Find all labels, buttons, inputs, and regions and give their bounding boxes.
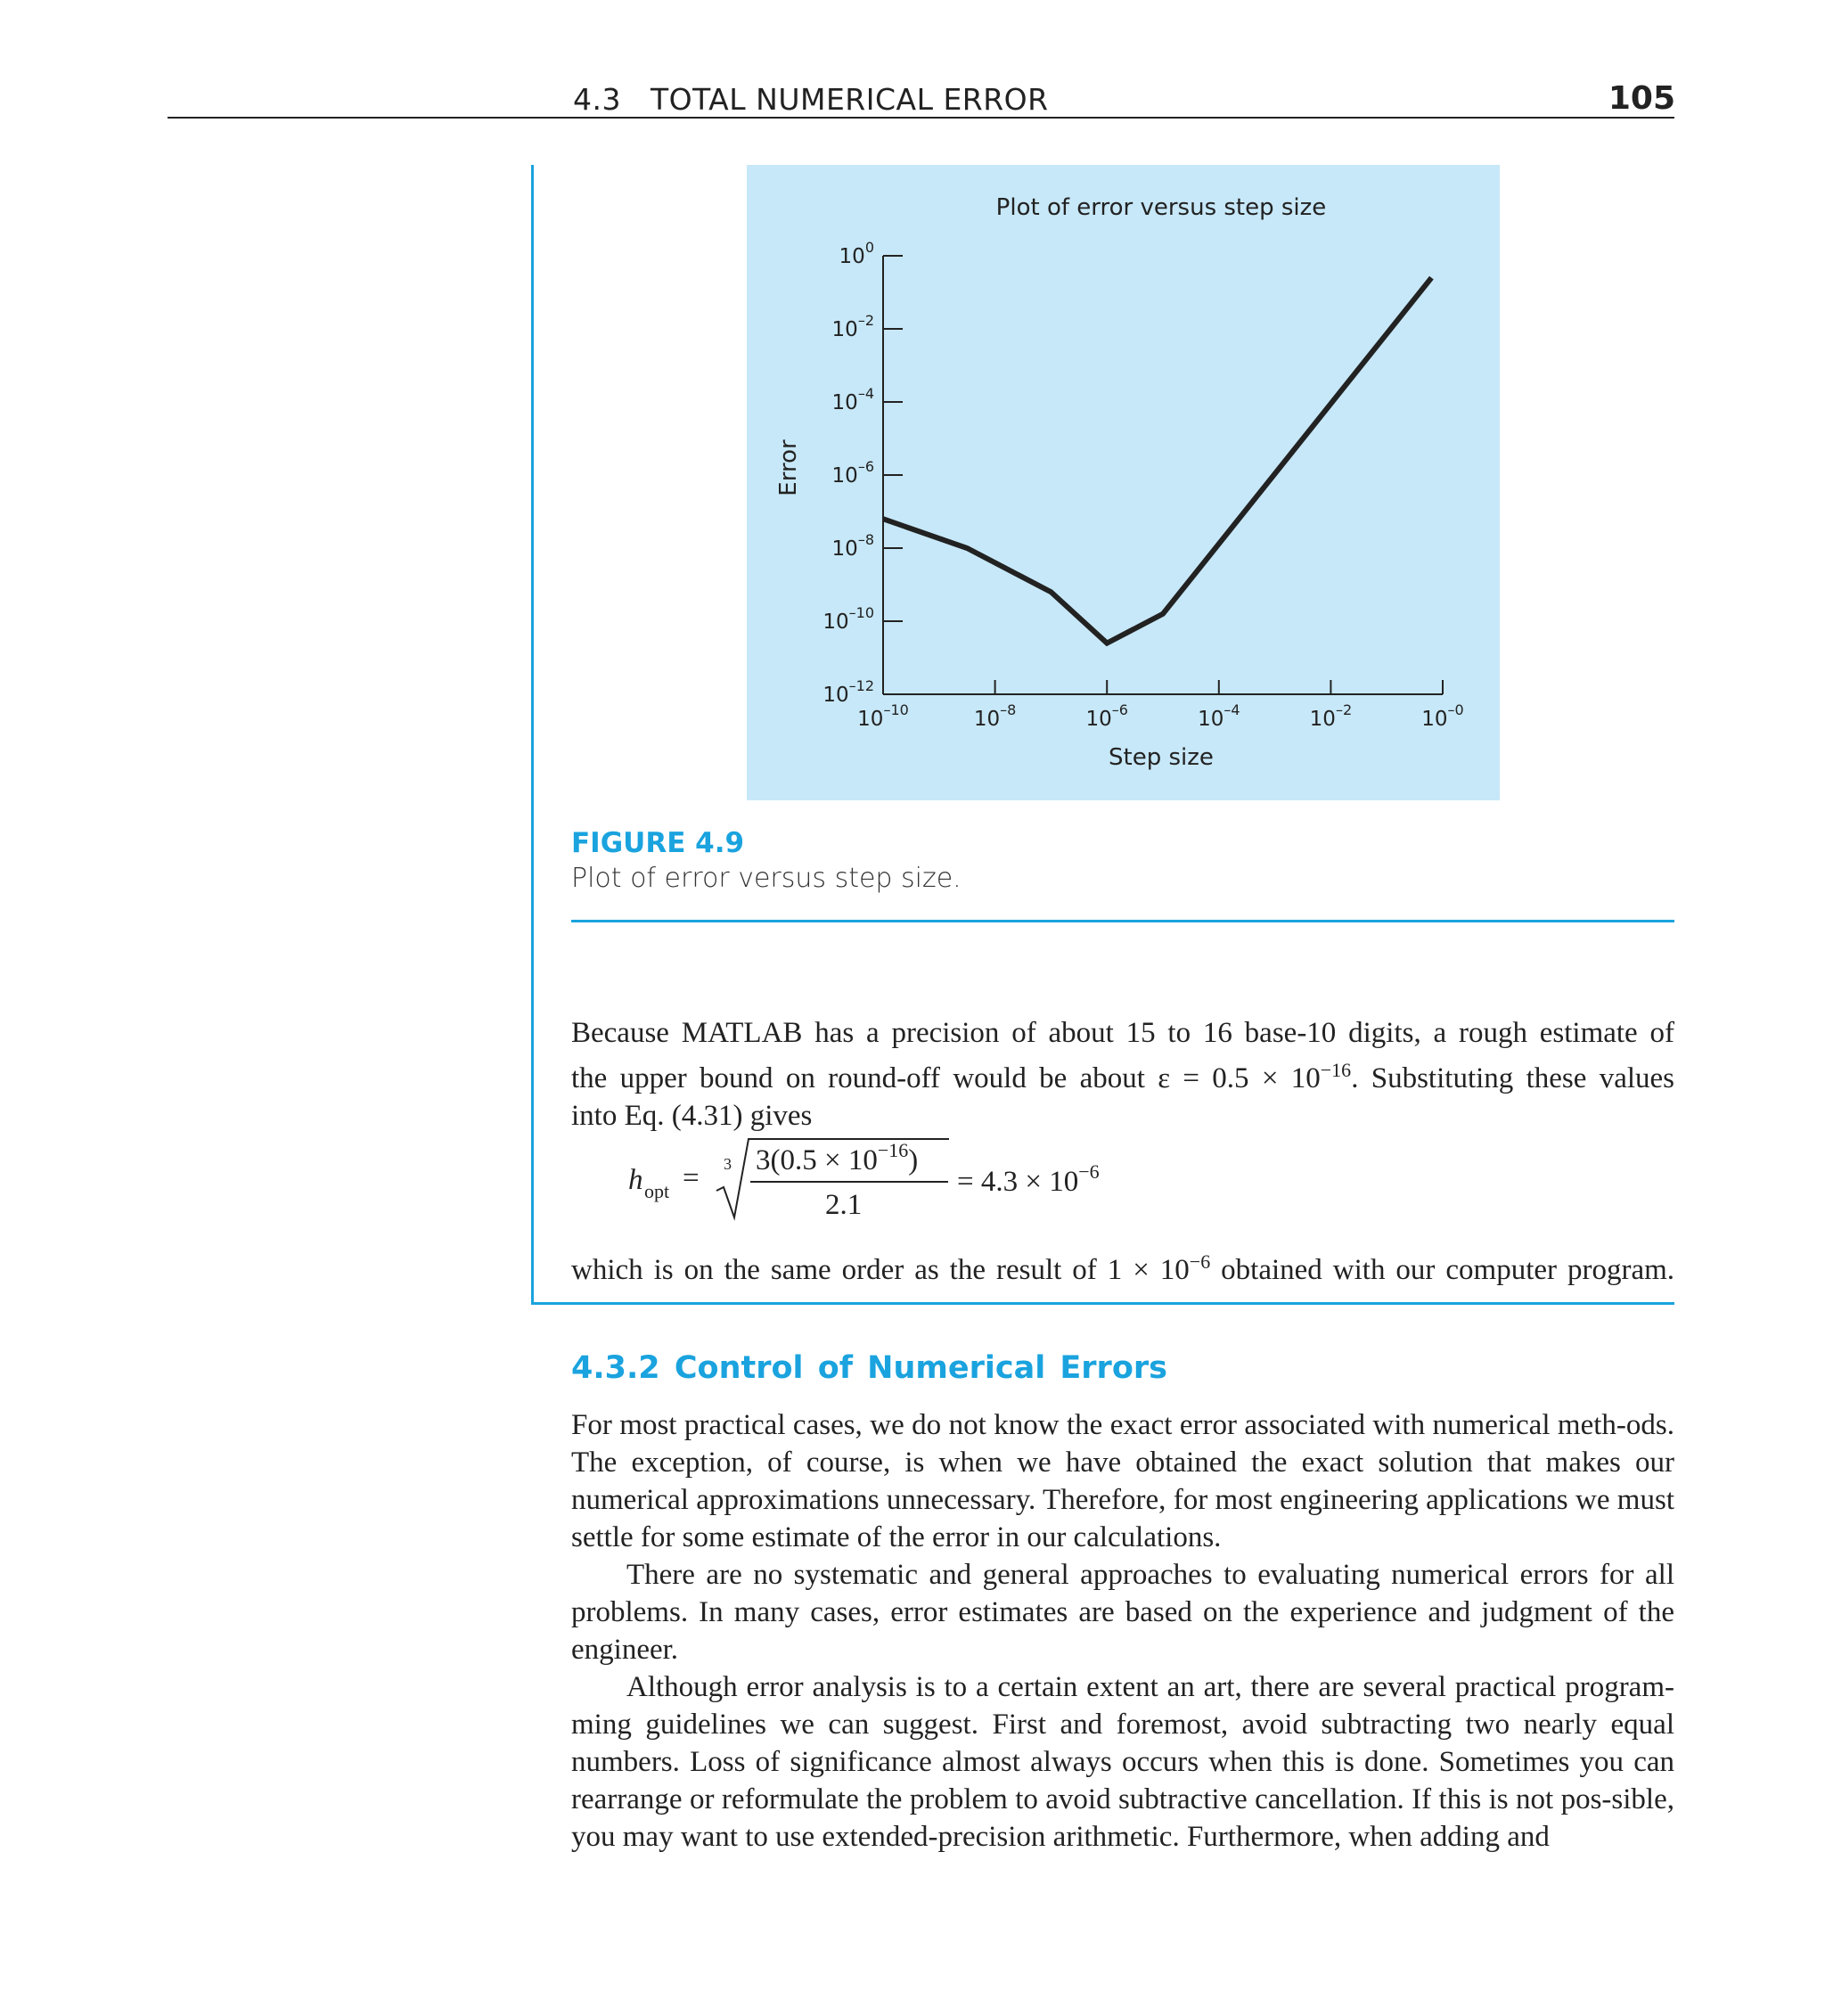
eq-rhs: = $4.3 \times 10^{-6}$	[957, 1160, 1100, 1198]
eq-equals: =	[683, 1162, 700, 1194]
x-tick-label: $10^{-0}$	[1421, 701, 1464, 731]
chart-axes	[883, 256, 1443, 694]
page-number: 105	[1608, 80, 1675, 117]
y-tick-label: $10^{-2}$	[831, 312, 874, 341]
equation-hopt	[624, 1132, 1248, 1230]
para1-line2-post: . Substituting these values	[1351, 1062, 1674, 1094]
section-paragraph-3: Although error analysis is to a certain extent an art, there are several practical program-ming guidelines we can suggest. First and foremost, avoid subtracting two nearly equal numbers. Loss of significance almost always occurs when this is done. Sometimes you can rearrange or reformulate the problem to avoid subtractive cancellation. If this is not pos-sible, you may want to use extended-precision arithmetic. Furthermore, when adding and	[571, 1671, 1674, 1853]
figure-caption: Plot of error versus step size.	[571, 863, 962, 894]
example-box-left-border	[531, 165, 534, 1304]
section-paragraph-2: There are no systematic and general approaches to evaluating numerical errors for all problems. In many cases, error estimates are based on the experience and judgment of the engineer.	[571, 1559, 1674, 1666]
y-tick-label: $10^{-10}$	[822, 604, 874, 634]
eq-denominator: 2.1	[825, 1189, 863, 1221]
para1-line-3: into Eq. (4.31) gives	[571, 1100, 813, 1132]
body-paragraph-2	[571, 1243, 1674, 1289]
y-tick-label: $10^{-6}$	[831, 458, 874, 488]
y-tick-label: $10^{-4}$	[831, 385, 874, 414]
chart-series	[883, 278, 1431, 643]
para2-sup: −6	[1189, 1250, 1211, 1273]
header-rule	[168, 117, 1674, 119]
caption-rule	[571, 920, 1674, 922]
error-curve	[883, 278, 1431, 643]
y-ticks	[822, 239, 903, 707]
para2-post: obtained with our computer program.	[1210, 1254, 1675, 1286]
body-paragraph-1	[571, 1014, 1674, 1135]
y-tick-label: $10^{-8}$	[831, 531, 874, 561]
error-vs-stepsize-chart	[747, 165, 1500, 800]
x-axis-label: Step size	[1109, 744, 1214, 771]
x-tick-label: $10^{-2}$	[1309, 701, 1353, 731]
chart-title: Plot of error versus step size	[995, 194, 1327, 221]
figure-label: FIGURE 4.9	[571, 827, 745, 859]
figure-panel	[747, 165, 1500, 800]
x-ticks	[857, 680, 1464, 731]
x-tick-label: $10^{-8}$	[973, 701, 1017, 731]
eq-numerator: $3(0.5 \times 10^{-16})$	[756, 1139, 919, 1176]
para1-line2-sup: −16	[1320, 1059, 1352, 1081]
para1-line-1: Because MATLAB has a precision of about 15 to 16 base-10 digits, a rough estimate of	[571, 1017, 1674, 1049]
y-axis-label: Error	[775, 439, 802, 496]
eq-root-index: 3	[724, 1155, 732, 1173]
example-box-bottom-border	[531, 1302, 1674, 1305]
eq-lhs: h	[628, 1164, 643, 1196]
para2-pre: which is on the same order as the result of 1 × 10	[571, 1254, 1190, 1286]
y-tick-label: $10^0$	[839, 239, 874, 268]
x-tick-label: $10^{-10}$	[857, 701, 909, 731]
running-head: 4.3 TOTAL NUMERICAL ERROR	[573, 82, 1049, 117]
section-paragraph-1: For most practical cases, we do not know the exact error associated with numerical meth-ods. The exception, of course, is when we have obtained the exact solution that makes our numerical approximations unnecessary. Therefore, for most engineering applications we must settle for some estimate of the error in our calculations.	[571, 1409, 1674, 1553]
x-tick-label: $10^{-6}$	[1085, 701, 1128, 731]
para1-line-2	[571, 1052, 1674, 1097]
x-tick-label: $10^{-4}$	[1198, 701, 1240, 731]
section-title: 4.3.2 Control of Numerical Errors	[571, 1350, 1167, 1386]
eq-lhs-sub: opt	[644, 1180, 670, 1202]
y-tick-label: $10^{-12}$	[822, 677, 874, 707]
para1-line2-pre: the upper bound on round-off would be about ε = 0.5 × 10	[571, 1062, 1321, 1094]
